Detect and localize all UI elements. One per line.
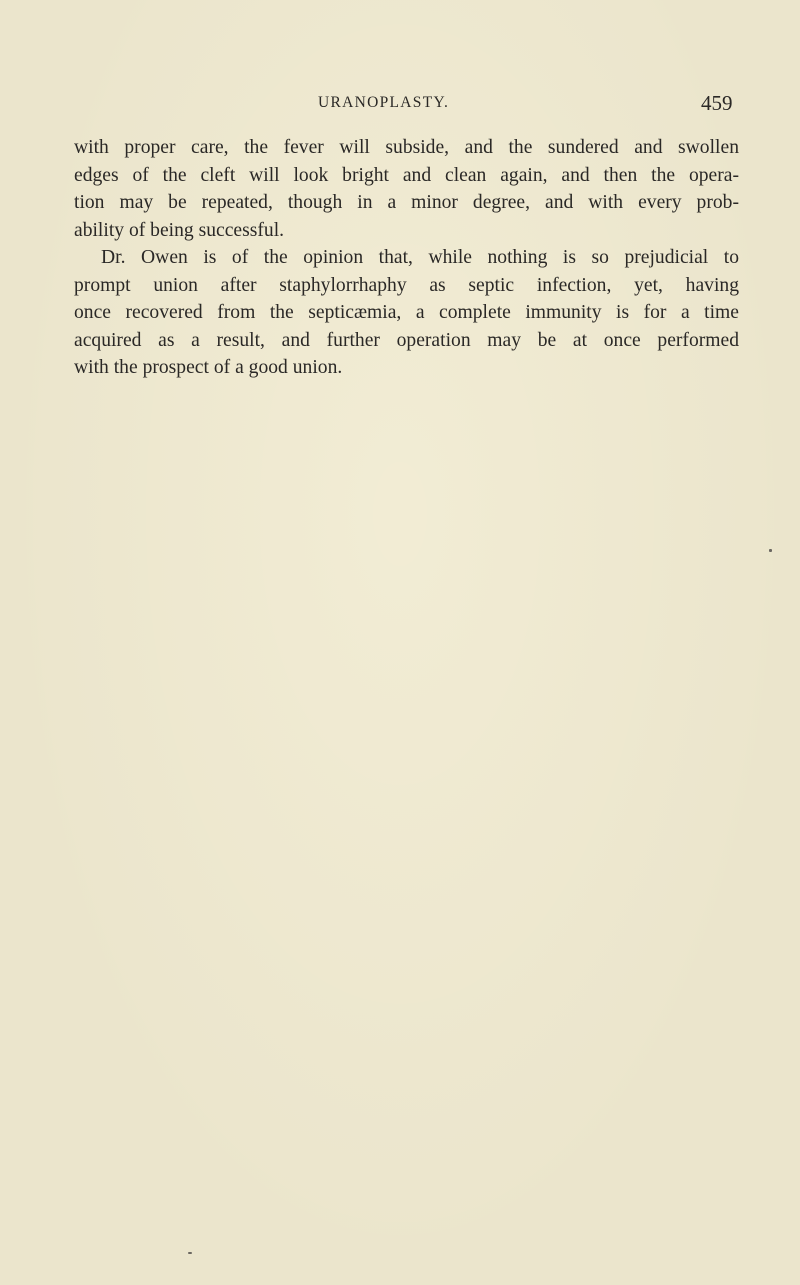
text-line: with proper care, the fever will subside, and the sundered and swollen <box>74 137 739 158</box>
running-head <box>0 88 800 118</box>
paper-speck <box>188 1252 192 1254</box>
page-number: 459 <box>701 91 733 115</box>
paragraph-1 <box>74 134 739 244</box>
running-title: URANOPLASTY. <box>318 94 450 111</box>
text-line: ability of being successful. <box>74 219 285 241</box>
text-line: once recovered from the septicæmia, a complete immunity is for a time <box>74 302 739 323</box>
text-line: tion may be repeated, though in a minor degree, and with every prob- <box>74 192 739 213</box>
paragraph-2 <box>74 244 739 382</box>
text-line: with the prospect of a good union. <box>74 357 343 378</box>
text-line: edges of the cleft will look bright and clean again, and then the opera- <box>74 164 739 186</box>
paper-speck <box>769 549 772 552</box>
body-text <box>74 134 739 382</box>
text-line: Dr. Owen is of the opinion that, while nothing is so prejudicial to <box>101 247 739 268</box>
text-line: prompt union after staphylorrhaphy as septic infection, yet, having <box>74 274 739 296</box>
text-line: acquired as a result, and further operation may be at once performed <box>74 329 739 351</box>
